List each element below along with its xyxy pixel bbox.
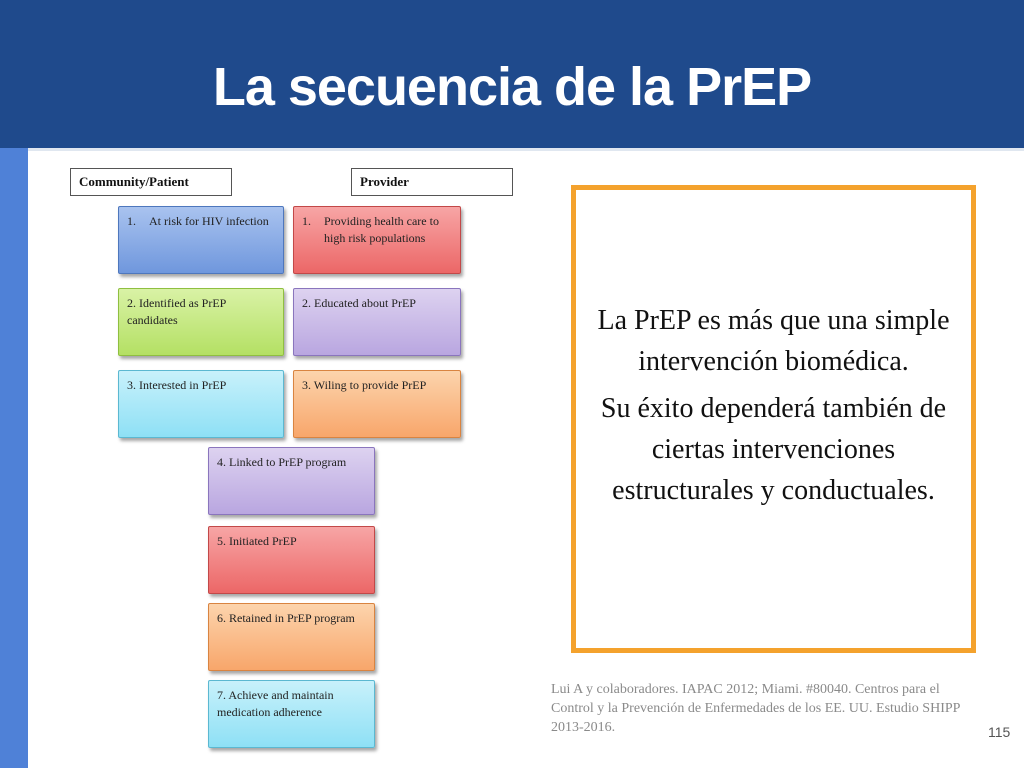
community-step-1 bbox=[118, 206, 284, 274]
shared-step-5 bbox=[208, 526, 375, 594]
step-label: 3. Interested in PrEP bbox=[127, 378, 227, 392]
callout-paragraph-2: Su éxito dependerá también de ciertas intervenciones estructurales y conductuales. bbox=[600, 393, 947, 506]
shared-step-7 bbox=[208, 680, 375, 748]
community-patient-header: Community/Patient bbox=[70, 168, 232, 196]
step-label: Providing health care to high risk populations bbox=[324, 214, 439, 245]
provider-step-2 bbox=[293, 288, 461, 356]
community-step-2 bbox=[118, 288, 284, 356]
callout-box bbox=[571, 185, 976, 653]
left-accent-bar bbox=[0, 148, 28, 768]
provider-step-1 bbox=[293, 206, 461, 274]
step-label: At risk for HIV infection bbox=[149, 214, 269, 228]
step-label: 4. Linked to PrEP program bbox=[217, 455, 347, 469]
step-label: 3. Wiling to provide PrEP bbox=[302, 378, 427, 392]
shared-step-4 bbox=[208, 447, 375, 515]
shared-step-6 bbox=[208, 603, 375, 671]
step-label: 2. Identified as PrEP candidates bbox=[127, 296, 226, 327]
page-number: 115 bbox=[988, 724, 1011, 740]
community-step-3 bbox=[118, 370, 284, 438]
callout-paragraph-1: La PrEP es más que una simple intervención biomédica. bbox=[597, 305, 950, 377]
step-label: 6. Retained in PrEP program bbox=[217, 611, 355, 625]
step-label: 2. Educated about PrEP bbox=[302, 296, 416, 310]
step-label: 5. Initiated PrEP bbox=[217, 534, 297, 548]
provider-step-3 bbox=[293, 370, 461, 438]
step-number: 1. bbox=[127, 214, 136, 228]
header-divider bbox=[0, 148, 1024, 151]
provider-header: Provider bbox=[351, 168, 513, 196]
step-label: 7. Achieve and maintain medication adherence bbox=[217, 688, 334, 719]
citation: Lui A y colaboradores. IAPAC 2012; Miami. #80040. Centros para el Control y la Prevención de Enfermedades de los EE. UU. Estudio SHIPP 2013-2016. bbox=[551, 682, 960, 735]
slide-title: La secuencia de la PrEP bbox=[212, 57, 812, 117]
step-number: 1. bbox=[302, 214, 311, 228]
